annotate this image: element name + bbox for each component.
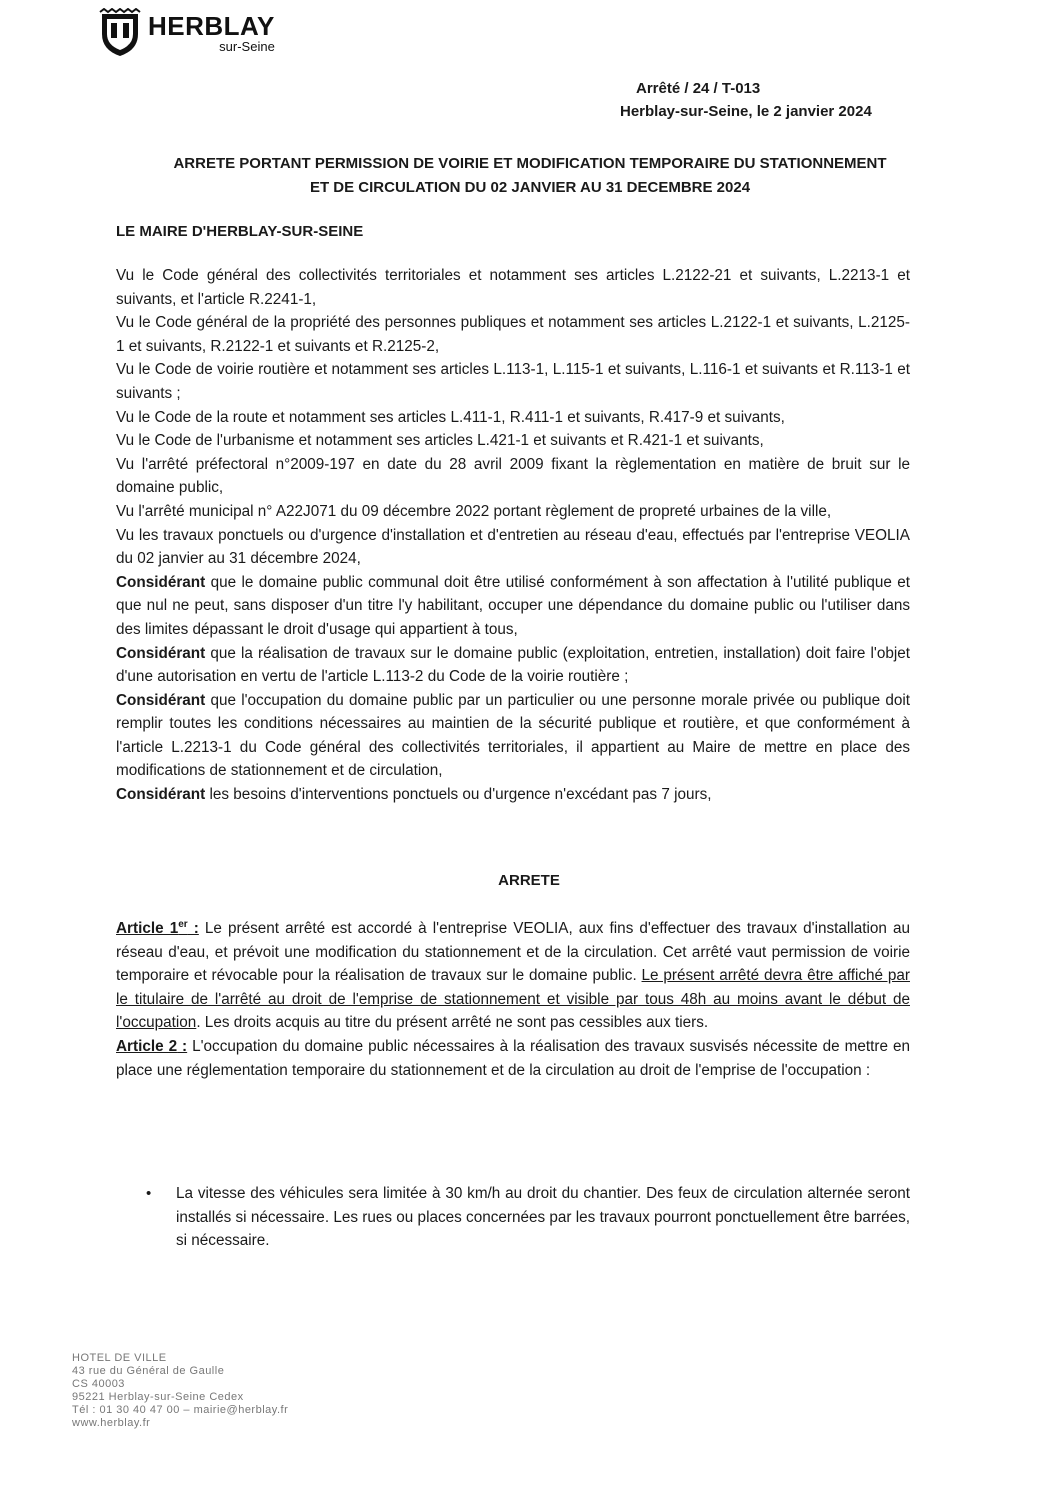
consideration-item: Vu le Code de l'urbanisme et notamment ses articles L.421-1 et suivants et R.421-1 et suivants,: [116, 432, 764, 450]
article-1: Article 1er : Le présent arrêté est accordé à l'entreprise VEOLIA, aux fins d'effectuer des travaux d'installation au réseau d'eau, et prévoit une modification du stationnement et de la circulation. Cet arrêté vaut permission de voirie temporaire et révocable pour la réalisation de travaux sur le domaine public. Le présent arrêté devra être affiché par le titulaire de l'arrêté au droit de l'emprise de stationnement et visible par tous 48h au moins avant le début de l'occupation. Les droits acquis au titre du présent arrêté ne sont pas cessibles aux tiers.: [116, 918, 910, 1032]
consideration-item: Vu les travaux ponctuels ou d'urgence d'installation et d'entretien au réseau d'eau, effectués par l'entreprise VEOLIA du 02 janvier au 31 décembre 2024,: [116, 526, 910, 568]
consideration-item: Vu le Code général de la propriété des personnes publiques et notamment ses articles L.2122-1 et suivants, L.2125-1 et suivants, R.2122-1 et suivants et R.2125-2,: [116, 314, 910, 355]
measures-list: [146, 1182, 910, 1253]
footer-line: CS 40003: [72, 1378, 125, 1390]
considerations-block: [116, 264, 910, 807]
city-logo: [98, 8, 275, 58]
city-crest-icon: [98, 8, 142, 58]
footer-line: Tél : 01 30 40 47 00 – mairie@herblay.fr: [72, 1404, 289, 1416]
logo-subtitle: sur-Seine: [219, 39, 275, 54]
decree-place-date: Herblay-sur-Seine, le 2 janvier 2024: [620, 103, 872, 120]
bullet-icon: •: [146, 1185, 152, 1202]
consideration-item: Considérant que le domaine public communal doit être utilisé conformément à son affectation à l'utilité publique et que nul ne peut, sans disposer d'un titre l'y habilitant, occuper une dépendance du domaine public ou l'utiliser dans des limites dépassant le droit d'usage qui appartient à tous,: [116, 573, 910, 638]
title-line: ET DE CIRCULATION DU 02 JANVIER AU 31 DECEMBRE 2024: [309, 179, 751, 196]
footer-line: www.herblay.fr: [72, 1417, 151, 1429]
footer-line: HOTEL DE VILLE: [72, 1352, 167, 1364]
articles-block: [116, 917, 910, 1082]
consideration-item: Vu le Code de la route et notamment ses articles L.411-1, R.411-1 et suivants, R.417-9 et suivants,: [116, 408, 785, 426]
article-1-label: Article 1er :: [116, 918, 199, 937]
decree-title: [100, 152, 960, 200]
consideration-item: Considérant que la réalisation de travaux sur le domaine public (exploitation, entretien, installation) doit faire l'objet d'une autorisation en vertu de l'article L.113-2 du Code de la voirie routière ;: [116, 644, 910, 686]
city-hall-address: [72, 1352, 288, 1430]
title-line: ARRETE PORTANT PERMISSION DE VOIRIE ET MODIFICATION TEMPORAIRE DU STATIONNEMENT: [173, 155, 887, 172]
footer-line: 43 rue du Général de Gaulle: [72, 1365, 225, 1377]
consideration-item: Vu le Code de voirie routière et notamment ses articles L.113-1, L.115-1 et suivants, L.116-1 et suivants et R.113-1 et suivants ;: [116, 361, 910, 402]
article-2: Article 2 : L'occupation du domaine public nécessaires à la réalisation des travaux susvisés nécessite de mettre en place une réglementation temporaire du stationnement et de la circulation au droit de l'emprise de l'occupation :: [116, 1037, 910, 1079]
article-2-label: Article 2 :: [116, 1037, 188, 1055]
list-item: • La vitesse des véhicules sera limitée à 30 km/h au droit du chantier. Des feux de circulation alternée seront installés si nécessaire. Les rues ou places concernées par les travaux pourront ponctuellement être barrées, si nécessaire.: [146, 1182, 910, 1253]
logo-name: HERBLAY: [148, 11, 275, 41]
decree-reference: Arrêté / 24 / T-013: [636, 80, 761, 97]
consideration-item: Considérant les besoins d'interventions ponctuels ou d'urgence n'excédant pas 7 jours,: [116, 786, 712, 804]
footer-line: 95221 Herblay-sur-Seine Cedex: [72, 1391, 244, 1403]
arrete-heading: ARRETE: [498, 872, 560, 889]
mayor-heading: LE MAIRE D'HERBLAY-SUR-SEINE: [116, 223, 364, 240]
consideration-item: Considérant que l'occupation du domaine public par un particulier ou une personne morale privée ou publique doit remplir toutes les conditions nécessaires au maintien de la sécurité publique et routière, et que conformément à l'article L.2213-1 du Code général des collectivités territoriales, il appartient au Maire de mettre en place des modifications de stationnement et de circulation,: [116, 691, 910, 780]
consideration-item: Vu le Code général des collectivités territoriales et notamment ses articles L.2122-21 et suivants, L.2213-1 et suivants, et l'article R.2241-1,: [116, 267, 910, 308]
article-1-display-notice: Le présent arrêté devra être affiché par le titulaire de l'arrêté au droit de l'emprise de stationnement et visible par tous 48h au moins avant le début de l'occupation: [116, 967, 910, 1032]
consideration-item: Vu l'arrêté municipal n° A22J071 du 09 décembre 2022 portant règlement de propreté urbaines de la ville,: [116, 502, 832, 520]
consideration-item: Vu l'arrêté préfectoral n°2009-197 en date du 28 avril 2009 fixant la règlementation en matière de bruit sur le domaine public,: [116, 455, 910, 497]
